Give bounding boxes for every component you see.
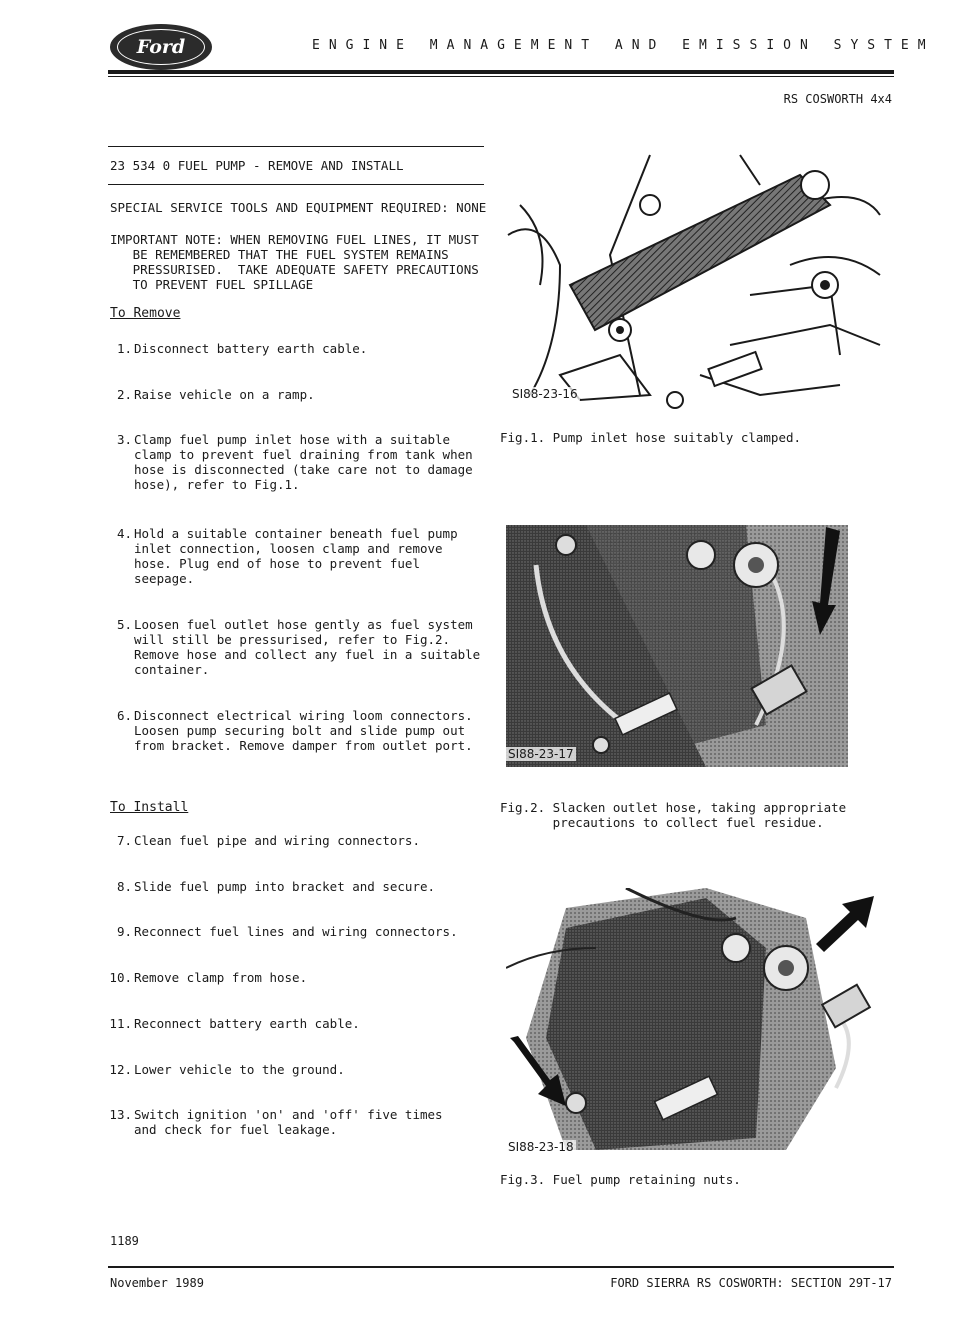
- figure-2-photo: [506, 525, 848, 767]
- step-text: container.: [134, 662, 210, 677]
- remove-heading: To Remove: [110, 306, 181, 321]
- title-rule-bottom: [108, 184, 484, 185]
- header-rule-thin: [108, 76, 894, 77]
- arrow-icon: [816, 896, 874, 952]
- step-text: Disconnect electrical wiring loom connectors.: [134, 708, 473, 723]
- step-text: seepage.: [134, 571, 195, 586]
- footer-section: FORD SIERRA RS COSWORTH: SECTION 29T-17: [610, 1276, 892, 1290]
- caption-line: Fig.3. Fuel pump retaining nuts.: [500, 1172, 741, 1187]
- step-number: 4.: [116, 526, 132, 541]
- ford-logo: [110, 24, 212, 70]
- note-line: BE REMEMBERED THAT THE FUEL SYSTEM REMAINS: [110, 247, 449, 262]
- figure-2-caption: [500, 800, 846, 830]
- step-text: Clean fuel pipe and wiring connectors.: [134, 833, 420, 848]
- footer-rule: [108, 1266, 894, 1268]
- step-number: 10.: [109, 970, 132, 985]
- figure-1-caption: [500, 430, 801, 445]
- fuel-pump-nuts-photo: [506, 888, 878, 1160]
- step-text: inlet connection, loosen clamp and remove: [134, 541, 443, 556]
- step-number: 8.: [116, 879, 132, 894]
- figure-2-code: SI88-23-17: [508, 747, 574, 761]
- step-text: Remove clamp from hose.: [134, 970, 308, 985]
- step-number: 9.: [116, 924, 132, 939]
- step-number: 1.: [116, 341, 132, 356]
- step-text: Loosen fuel outlet hose gently as fuel system: [134, 617, 473, 632]
- step-text: Lower vehicle to the ground.: [134, 1062, 345, 1077]
- note-line: IMPORTANT NOTE: WHEN REMOVING FUEL LINES, IT MUST: [110, 232, 479, 247]
- note-line: TO PREVENT FUEL SPILLAGE: [110, 277, 314, 292]
- logo-text: Ford: [136, 36, 186, 58]
- step-text: and check for fuel leakage.: [134, 1122, 338, 1137]
- step-text: Reconnect battery earth cable.: [134, 1016, 360, 1031]
- fuel-pump-inlet-drawing: [500, 145, 885, 415]
- note-line: PRESSURISED. TAKE ADEQUATE SAFETY PRECAUTIONS: [110, 262, 479, 277]
- header-rule: [108, 70, 894, 74]
- caption-line: Fig.2. Slacken outlet hose, taking appropriate: [500, 800, 847, 815]
- tools-required: SPECIAL SERVICE TOOLS AND EQUIPMENT REQUIRED: NONE: [110, 200, 487, 215]
- fuel-outlet-hose-photo: [506, 525, 848, 767]
- figure-1-illustration: [500, 145, 885, 415]
- step-text: Remove hose and collect any fuel in a suitable: [134, 647, 481, 662]
- step-text: Clamp fuel pump inlet hose with a suitable: [134, 432, 451, 447]
- footer-date: November 1989: [110, 1276, 204, 1290]
- step-number: 3.: [116, 432, 132, 447]
- figure-3-caption: [500, 1172, 741, 1187]
- step-text: Switch ignition 'on' and 'off' five times: [134, 1107, 443, 1122]
- step-text: Raise vehicle on a ramp.: [134, 387, 315, 402]
- procedure-title: 23 534 0 FUEL PUMP - REMOVE AND INSTALL: [110, 158, 404, 173]
- step-text: Slide fuel pump into bracket and secure.: [134, 879, 436, 894]
- figure-3-photo: [506, 888, 878, 1160]
- step-text: Loosen pump securing bolt and slide pump out: [134, 723, 466, 738]
- step-number: 7.: [116, 833, 132, 848]
- step-text: clamp to prevent fuel draining from tank when: [134, 447, 473, 462]
- step-text: hose), refer to Fig.1.: [134, 477, 300, 492]
- figure-3-code: SI88-23-18: [508, 1140, 574, 1154]
- step-text: hose. Plug end of hose to prevent fuel: [134, 556, 420, 571]
- step-text: Hold a suitable container beneath fuel pump: [134, 526, 458, 541]
- step-text: hose is disconnected (take care not to damage: [134, 462, 473, 477]
- title-rule-top: [108, 146, 484, 147]
- caption-line: precautions to collect fuel residue.: [500, 815, 824, 830]
- model-subtitle: RS COSWORTH 4x4: [783, 92, 892, 106]
- step-text: from bracket. Remove damper from outlet port.: [134, 738, 473, 753]
- step-text: will still be pressurised, refer to Fig.2.: [134, 632, 451, 647]
- step-number: 6.: [116, 708, 132, 723]
- step-number: 11.: [109, 1016, 132, 1031]
- step-number: 13.: [109, 1107, 132, 1122]
- figure-1-code: SI88-23-16: [512, 387, 578, 401]
- install-heading: To Install: [110, 800, 189, 815]
- step-number: 5.: [116, 617, 132, 632]
- caption-line: Fig.1. Pump inlet hose suitably clamped.: [500, 430, 802, 445]
- page-header-title: ENGINE MANAGEMENT AND EMISSION SYSTEM: [312, 38, 935, 53]
- page-number: 1189: [110, 1234, 139, 1248]
- step-text: Reconnect fuel lines and wiring connectors.: [134, 924, 458, 939]
- important-note: [110, 232, 479, 292]
- step-text: Disconnect battery earth cable.: [134, 341, 368, 356]
- step-number: 2.: [116, 387, 132, 402]
- step-number: 12.: [109, 1062, 132, 1077]
